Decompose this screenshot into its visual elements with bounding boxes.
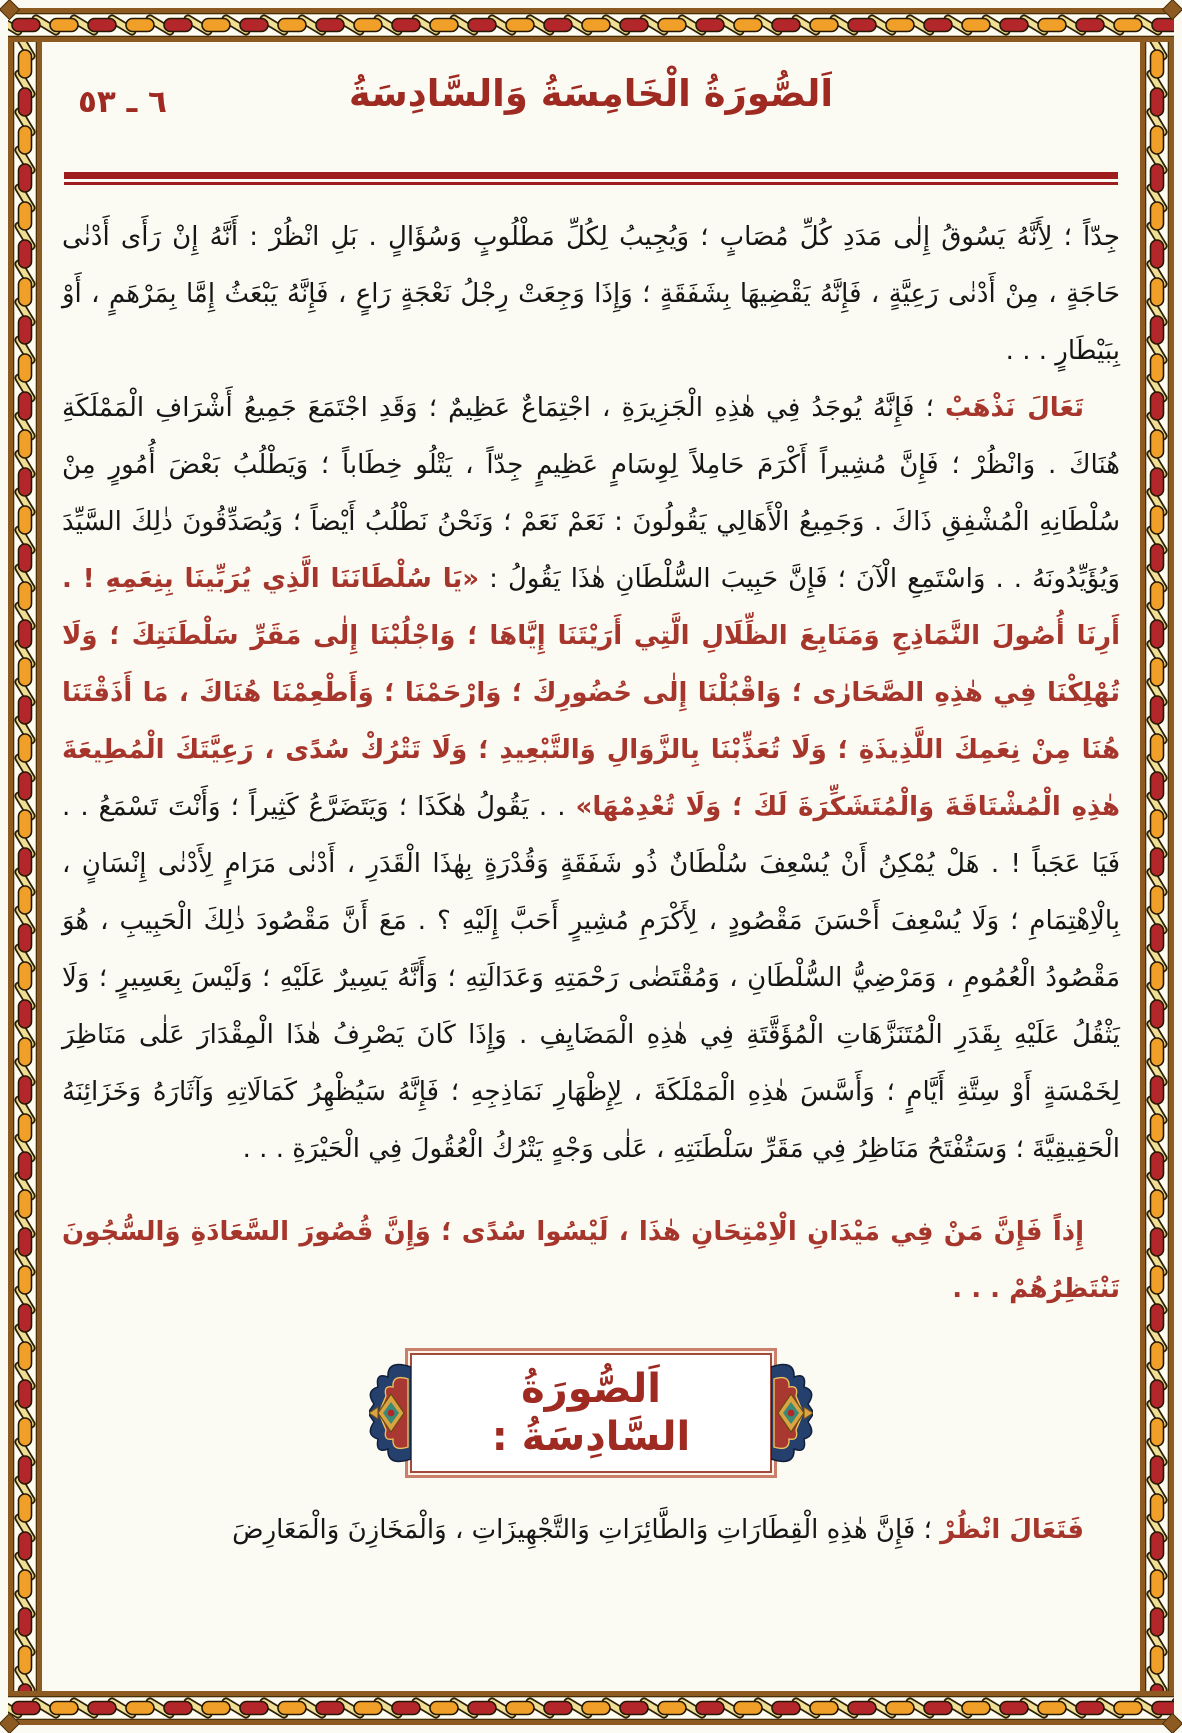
section-heading: اَلصُّورَةُ السَّادِسَةُ :	[491, 1366, 691, 1460]
chain-border-top-icon	[8, 8, 1174, 42]
red-text-segment: تَعَالَ نَذْهَبْ	[944, 393, 1084, 423]
page-content	[42, 42, 1140, 1691]
page-title: اَلصُّورَةُ الْخَامِسَةُ وَالسَّادِسَةُ	[348, 72, 834, 115]
body-text-top	[62, 209, 1120, 1318]
arabesque-medallion-icon	[771, 1357, 813, 1469]
page-number: ٦ ـ ٥٣	[78, 84, 167, 120]
chain-border-left-icon	[8, 8, 42, 1725]
black-text-segment: ؛ فَإِنَّهُ يُوجَدُ فِي هٰذِهِ الْجَزِيرَةِ ، اجْتِمَاعٌ عَظِيمٌ ؛ وَقَدِ اجْتَمَعَ جَمِيعُ أَشْرَافِ الْمَمْلَكَةِ هُنَاكَ . وَانْظُرْ ؛ فَإِنَّ مُشِيراً أَكْرَمَ حَامِلاً لِوِسَامٍ عَظِيمٍ جِدّاً ، يَتْلُو خِطَاباً ؛ وَيَطْلُبُ بَعْضَ أُمُورٍ مِنْ سُلْطَانِهِ الْمُشْفِقِ ذَاكَ . وَجَمِيعُ الْأَهَالِي يَقُولُونَ : نَعَمْ نَعَمْ ؛ وَنَحْنُ نَطْلُبُ أَيْضاً ؛ وَيُصَدِّقُونَ ذٰلِكَ السَّيِّدَ وَيُؤَيِّدُونَهُ . . وَاسْتَمِعِ الْآنَ ؛ فَإِنَّ حَبِيبَ السُّلْطَانِ هٰذَا يَقُولُ :	[62, 393, 1120, 594]
paragraph	[62, 380, 1120, 1178]
chain-border-bottom-icon	[8, 1691, 1174, 1725]
body-text-bottom	[62, 1502, 1120, 1559]
section-heading-ornament	[405, 1348, 777, 1478]
paragraph	[62, 209, 1120, 380]
red-text-segment: إِذاً فَإِنَّ مَنْ فِي مَيْدَانِ الْاِمْتِحَانِ هٰذَا ، لَيْسُوا سُدًى ؛ وَإِنَّ قُصُورَ السَّعَادَةِ وَالسُّجُونَ تَنْتَظِرُهُمْ . . .	[62, 1217, 1120, 1304]
red-text-segment: فَتَعَالَ انْظُرْ	[940, 1515, 1084, 1545]
black-text-segment: جِدّاً ؛ لِأَنَّهُ يَسُوقُ إِلٰى مَدَدِ كُلِّ مُصَابٍ ؛ وَيُجِيبُ لِكُلِّ مَطْلُوبٍ وَسُؤَالٍ . بَلِ انْظُرْ : أَنَّهُ إِنْ رَأَى أَدْنٰى حَاجَةٍ ، مِنْ أَدْنٰى رَعِيَّةٍ ، فَإِنَّهُ يَقْضِيهَا بِشَفَقَةٍ ؛ وَإِذَا وَجِعَتْ رِجْلُ نَعْجَةٍ رَاعٍ ، فَإِنَّهُ يَبْعَثُ إِمَّا بِمَرْهَمٍ ، أَوْ بِبَيْطَارٍ . . .	[62, 222, 1120, 366]
red-text-segment: «يَا سُلْطَانَنَا الَّذِي يُرَبِّينَا بِنِعَمِهِ ! . أَرِنَا أُصُولَ النَّمَاذِجِ وَمَنَابِعَ الظِّلَالِ الَّتِي أَرَيْتَنَا إِيَّاهَا ؛ وَاجْلُبْنَا إِلٰى مَقَرِّ سَلْطَنَتِكَ ؛ وَلَا تُهْلِكْنَا فِي هٰذِهِ الصَّحَارٰى ؛ وَاقْبُلْنَا إِلٰى حُضُورِكَ ؛ وَارْحَمْنَا ؛ وَأَطْعِمْنَا هُنَاكَ ، مَا أَذَقْتَنَا هُنَا مِنْ نِعَمِكَ اللَّذِيذَةِ ؛ وَلَا تُعَذِّبْنَا بِالزَّوَالِ وَالتَّبْعِيدِ ؛ وَلَا تَتْرُكْ سُدًى ، رَعِيَّتَكَ الْمُطِيعَةَ هٰذِهِ الْمُشْتَاقَةَ وَالْمُتَشَكِّرَةَ لَكَ ؛ وَلَا تُعْدِمْهَا»	[62, 564, 1120, 822]
paragraph	[62, 1502, 1120, 1559]
black-text-segment: ؛ فَإِنَّ هٰذِهِ الْقِطَارَاتِ وَالطَّائِرَاتِ وَالتَّجْهِيزَاتِ ، وَالْمَخَازِنَ وَالْمَعَارِضَ	[232, 1515, 941, 1545]
divider-thick-line	[64, 172, 1118, 179]
arabesque-medallion-icon	[369, 1357, 411, 1469]
paragraph	[62, 1204, 1120, 1318]
page-header	[62, 70, 1120, 144]
header-divider	[64, 172, 1118, 185]
chain-border-right-icon	[1140, 8, 1174, 1725]
divider-thin-line	[64, 182, 1118, 185]
section-heading-box	[405, 1348, 777, 1478]
black-text-segment: . . يَقُولُ هٰكَذَا ؛ وَيَتَضَرَّعُ كَثِيراً ؛ وَأَنْتَ تَسْمَعُ . . فَيَا عَجَباً ! . هَلْ يُمْكِنُ أَنْ يُسْعِفَ سُلْطَانٌ ذُو شَفَقَةٍ وَقُدْرَةٍ بِهٰذَا الْقَدَرِ ، أَدْنٰى مَرَامٍ لِأَدْنٰى إِنْسَانٍ ، بِالْاِهْتِمَامِ ؛ وَلَا يُسْعِفَ أَحْسَنَ مَقْصُودٍ ، لِأَكْرَمِ مُشِيرٍ أَحَبَّ إِلَيْهِ ؟ . مَعَ أَنَّ مَقْصُودَ ذٰلِكَ الْحَبِيبِ ، هُوَ مَقْصُودُ الْعُمُومِ ، وَمَرْضِيُّ السُّلْطَانِ ، وَمُقْتَضٰى رَحْمَتِهِ وَعَدَالَتِهِ ؛ وَأَنَّهُ يَسِيرٌ عَلَيْهِ ؛ وَلَيْسَ بِعَسِيرٍ ؛ وَلَا يَثْقُلُ عَلَيْهِ بِقَدَرِ الْمُتَنَزَّهَاتِ الْمُؤَقَّتَةِ فِي هٰذِهِ الْمَضَايِفِ . وَإِذَا كَانَ يَصْرِفُ هٰذَا الْمِقْدَارَ عَلٰى مَنَاظِرَ لِخَمْسَةٍ أَوْ سِتَّةِ أَيَّامٍ ؛ وَأَسَّسَ هٰذِهِ الْمَمْلَكَةَ ، لِإِظْهَارِ نَمَاذِجِهِ ؛ فَإِنَّهُ سَيُظْهِرُ كَمَالَاتِهِ وَآثَارَهُ وَخَزَائِنَهُ الْحَقِيقِيَّةَ ؛ وَسَتُفْتَحُ مَنَاظِرُ فِي مَقَرِّ سَلْطَنَتِهِ ، عَلٰى وَجْهٍ يَتْرُكُ الْعُقُولَ فِي الْحَيْرَةِ . . .	[62, 792, 1120, 1164]
